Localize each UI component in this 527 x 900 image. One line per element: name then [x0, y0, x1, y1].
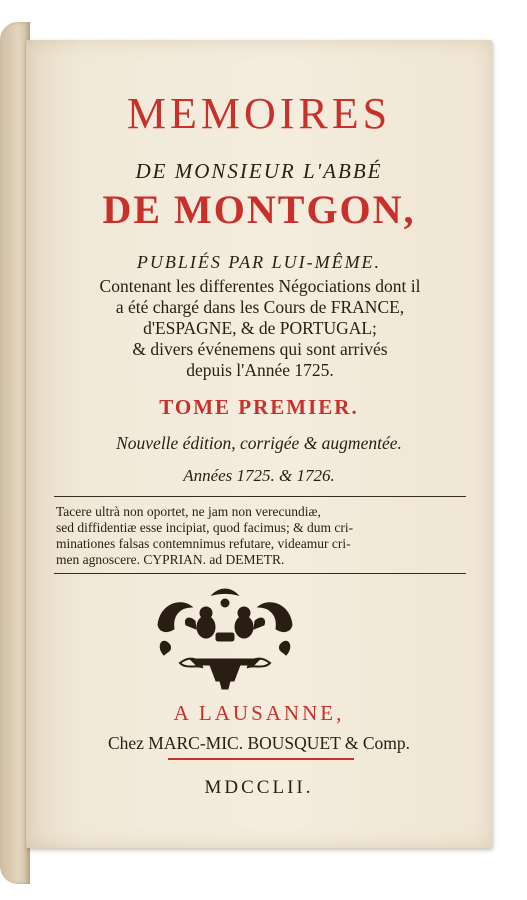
epigraph: [56, 504, 464, 568]
title-page: [26, 40, 492, 848]
tome-label: TOME PREMIER.: [159, 395, 359, 419]
title-memoires: MEMOIRES: [126, 89, 392, 138]
title-montgon: DE MONTGON,: [102, 187, 416, 232]
epigraph-line: men agnoscere. CYPRIAN. ad DEMETR.: [56, 552, 285, 567]
epigraph-line: minationes falsas contemnimus refutare, videamur cri-: [56, 536, 351, 551]
bottom-rule: [54, 573, 466, 574]
description-line: d'ESPAGNE, & de PORTUGAL;: [143, 318, 377, 338]
epigraph-line: Tacere ultrà non oportet, ne jam non verecundiæ,: [56, 504, 321, 519]
imprint-place: A LAUSANNE,: [173, 701, 345, 725]
description-line: a été chargé dans les Cours de FRANCE,: [115, 297, 405, 317]
description-line: Contenant les differentes Négociations dont il: [99, 276, 421, 296]
top-rule: [54, 496, 466, 497]
red-rule: [168, 758, 354, 760]
imprint-publisher: Chez MARC-MIC. BOUSQUET & Comp.: [107, 733, 411, 753]
description-paragraph: [40, 276, 480, 381]
imprint-year: MDCCLII.: [204, 777, 314, 798]
description-line: & divers événemens qui sont arrivés: [132, 339, 388, 359]
printer-ornament-vignette-icon: [150, 585, 300, 690]
subtitle-publies: PUBLIÉS PAR LUI-MÊME.: [136, 252, 382, 272]
years-line: Années 1725. & 1726.: [183, 466, 335, 485]
title-de-monsieur: DE MONSIEUR L'ABBÉ: [135, 159, 383, 183]
epigraph-line: sed diffidentiæ esse incipiat, quod facimus; & dum cri-: [56, 520, 354, 535]
description-line: depuis l'Année 1725.: [186, 360, 334, 380]
edition-note: Nouvelle édition, corrigée & augmentée.: [116, 433, 402, 453]
